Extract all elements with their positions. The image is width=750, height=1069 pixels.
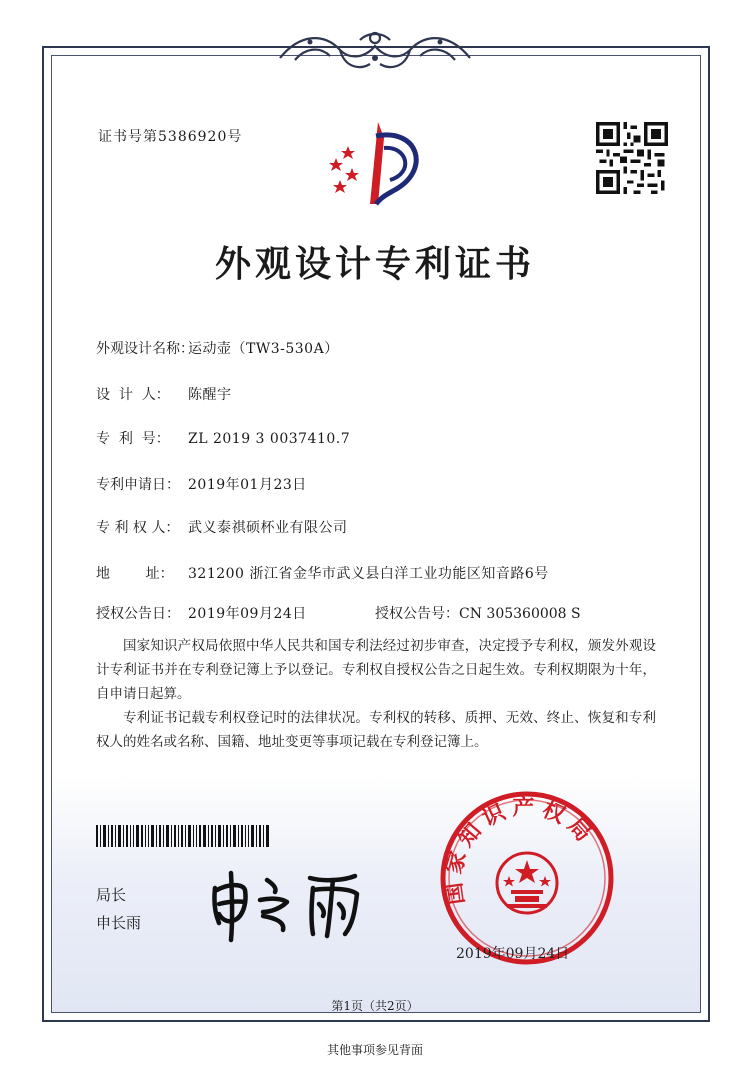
patentee-row: [96, 517, 348, 537]
filing-date-value: 2019年01月23日: [188, 477, 307, 493]
body-paragraph-2: 专利证书记载专利权登记时的法律状况。专利权的转移、质押、无效、终止、恢复和专利权人的姓名或名称、国籍、地址变更等事项记载在专利登记簿上。: [96, 710, 656, 750]
patent-number-value: ZL 2019 3 0037410.7: [188, 431, 351, 447]
designer-label: 设 计 人：: [96, 387, 170, 403]
seal-text: 国家知识产权局: [440, 795, 600, 907]
address-label: 地 址：: [96, 566, 174, 582]
patent-number-row: [96, 428, 350, 448]
patent-number-label: 专 利 号：: [96, 431, 170, 447]
certificate-title: 外观设计专利证书: [214, 243, 535, 285]
design-name-row: [96, 338, 339, 358]
address-value: 321200 浙江省金华市武义县白洋工业功能区知音路6号: [188, 566, 549, 582]
qr-code-icon: [596, 122, 668, 194]
designer-value: 陈醒宇: [188, 387, 232, 403]
signature-icon: [205, 868, 380, 943]
designer-row: [96, 384, 232, 404]
grant-number-label: 授权公告号：: [375, 606, 459, 622]
patent-office-logo-icon: [318, 118, 433, 208]
grant-date-label: 授权公告日：: [96, 606, 180, 622]
director-title: 局长: [96, 886, 127, 904]
grant-date-row: [96, 603, 307, 623]
director-name: 申长雨: [96, 914, 142, 932]
ornament-icon: [270, 28, 480, 78]
seal-date: 2019年09月24日: [456, 946, 570, 962]
filing-date-label: 专利申请日：: [96, 477, 180, 493]
design-name-label: 外观设计名称：: [96, 341, 194, 357]
grant-number-value: CN 305360008 S: [459, 606, 581, 622]
address-row: [96, 563, 549, 583]
body-paragraph-1: 国家知识产权局依照中华人民共和国专利法经过初步审查，决定授予专利权，颁发外观设计专利证书并在专利登记簿上予以登记。专利权自授权公告之日起生效。专利权期限为十年，自申请日起算。: [96, 638, 656, 702]
grant-number-row: [375, 603, 581, 623]
grant-date-value: 2019年09月24日: [188, 606, 307, 622]
barcode-icon: [96, 825, 271, 847]
page-number: 第1页（共2页）: [331, 999, 419, 1013]
footer-note: 其他事项参见背面: [326, 1043, 423, 1057]
certificate-number: 证书号第5386920号: [98, 129, 243, 145]
filing-date-row: [96, 474, 307, 494]
design-name-value: 运动壶（TW3-530A）: [188, 341, 339, 357]
patentee-label: 专 利 权 人：: [96, 520, 180, 536]
official-seal-icon: [437, 788, 617, 968]
patentee-value: 武义泰祺硕杯业有限公司: [188, 520, 348, 536]
